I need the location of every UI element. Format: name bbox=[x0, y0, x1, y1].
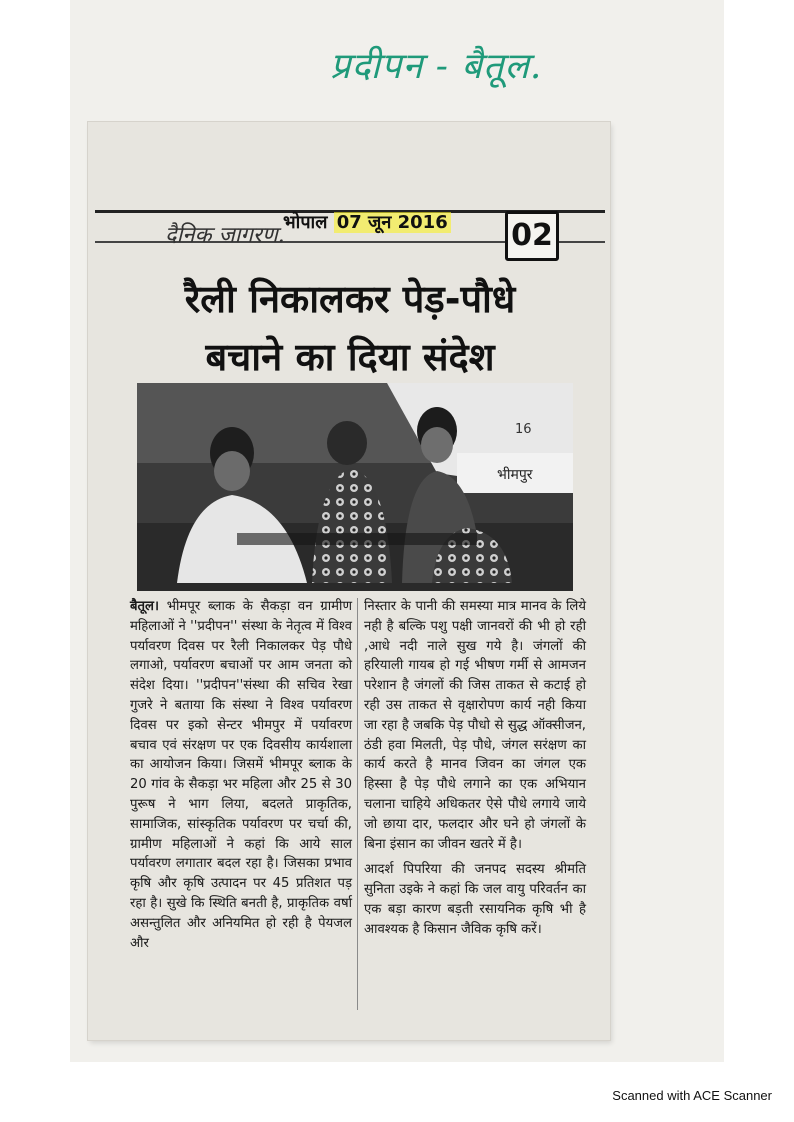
headline bbox=[100, 270, 600, 386]
photo-illustration bbox=[137, 383, 573, 591]
scanner-watermark: Scanned with ACE Scanner bbox=[612, 1088, 772, 1103]
news-photo bbox=[137, 383, 573, 591]
article-left-column bbox=[130, 597, 352, 953]
article-dateline: बैतूल। bbox=[130, 599, 159, 614]
article-right-paragraph-1: निस्तार के पानी की समस्या मात्र मानव के लिये नही है बल्कि पशु पक्षी जानवरों की भी हो रही ,आधे नदी नाले सुख गये है। जंगलों की हरियाली गायब हो गई भीषण गर्मी से आमजन परेशान है जंगलों की जिस ताकत से कटाई हो रही उस ताकत से वृक्षारोपण कार्य नही किया जा रहा है जबकि पेड़ पौधो से सुद्ध ऑक्सीजन, ठंडी हवा मिलती, पेड़ पौधे, जंगल सरंक्षण का कार्य करते है मानव जिवन का जंगल एक हिस्सा है पेड़ पौधे लगाने का एक अभियान चलाना चाहिये अधिकतर ऐसे पौधे लगाये जाये जो छाया दार, फलदार और घने हो जंगलों के बिना इंसान का जीवन खतरे में है। bbox=[364, 599, 586, 852]
masthead-date: 07 जून 2016 bbox=[334, 212, 451, 233]
headline-line-1: रैली निकालकर पेड़-पौधे bbox=[184, 277, 516, 321]
masthead-dateline bbox=[283, 210, 451, 234]
masthead bbox=[95, 205, 605, 261]
article-left-text: भीमपूर ब्लाक के सैकड़ा वन ग्रामीण महिलाओं ने ''प्रदीपन'' संस्था के नेतृत्व में विश्व पर्यावरण दिवस पर रैली निकालकर पेड़ पौधे लगाओ, पर्यावरण बचाओं पर आम जनता को संदेश दिया। ''प्रदीपन''संस्था की सचिव रेखा गुजरे ने बताया कि संस्था ने विश्व पर्यावरण दिवस पर इको सेन्टर भीमपुर में पर्यावरण बचाव एवं संरक्षण पर एक दिवसीय कार्यशाला का आयोजन किया। जिसमें भीमपूर ब्लाक के 20 गांव के सैकड़ा भर महिला और 25 से 30 पुरूष ने भाग लिया, बदलते प्राकृतिक, सामाजिक, सांस्कृतिक पर्यावरण पर चर्चा की, ग्रामीण महिलाओं ने कहां कि आये साल पर्यावरण लगातार बदल रहा है। जिसका प्रभाव कृषि और कृषि उत्पादन पर 45 प्रतिशत पड़ रहा है। सुखे कि स्थिति बनती है, प्राकृतिक वर्षा असन्तुलित और अनियमित हो रही है पेयजल और bbox=[130, 599, 352, 951]
photo-banner-number: 16 bbox=[515, 422, 532, 437]
page-number-box: 02 bbox=[505, 211, 559, 261]
masthead-city: भोपाल bbox=[283, 212, 328, 233]
headline-line-2: बचाने का दिया संदेश bbox=[205, 335, 495, 379]
article-right-column bbox=[364, 597, 586, 946]
column-divider bbox=[357, 598, 358, 1010]
article-right-paragraph-2: आदर्श पिपरिया की जनपद सदस्य श्रीमति सुनिता उइके ने कहां कि जल वायु परिवर्तन का एक बड़ा कारण बड़ती रसायनिक कृषि भी है आवश्यक है किसान जैविक कृषि करें। bbox=[364, 862, 586, 937]
photo-banner-text: भीमपुर bbox=[497, 467, 533, 483]
paper-name-handwritten: दैनिक जागरण. bbox=[165, 223, 285, 248]
handwritten-note: प्रदीपन - बैतूल. bbox=[330, 46, 543, 87]
